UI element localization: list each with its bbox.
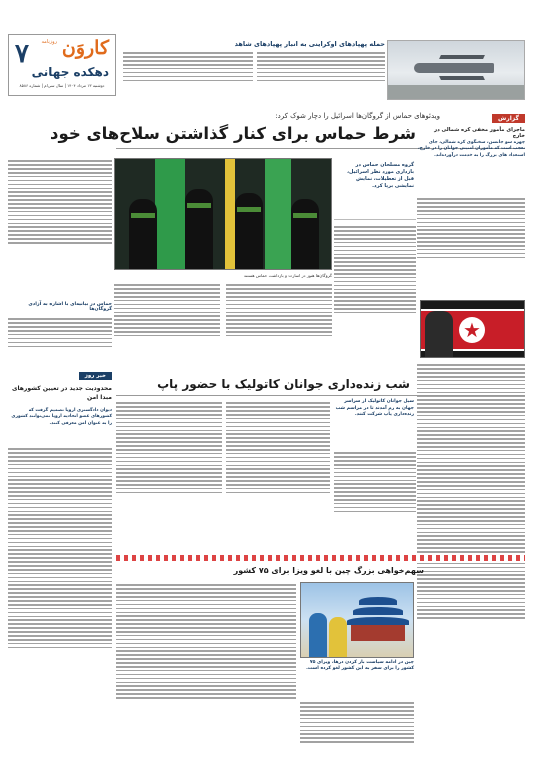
- sidebar-body: [8, 158, 112, 298]
- drone-wing: [439, 76, 485, 80]
- drone-photo: [387, 40, 525, 100]
- logo-small-text: روزنامه: [41, 39, 57, 45]
- main-headline: شرط حماس برای کنار گذاشتن سلاح‌های خود: [50, 124, 416, 143]
- main-body-col2: [114, 282, 220, 370]
- person-silhouette: [425, 311, 453, 358]
- china-photo-caption: چین در ادامه سیاست باز کردن درها، ویزای ۷۵ کشور را برای سفر به این کشور لغو کرده است.: [306, 660, 414, 672]
- issue-line: دوشنبه ۱۳ مرداد ۱۴۰۴ | سال سی‌ام | شماره ۸۵۸۶: [19, 83, 105, 88]
- hamas-photo: [114, 158, 332, 270]
- brief-title: محدودیت جدید در تعیین کشورهای مبدا امن: [12, 385, 112, 401]
- report-body-cont: [417, 362, 525, 774]
- masthead: [8, 34, 116, 96]
- section-separator: [116, 555, 525, 561]
- third-body: [116, 582, 296, 774]
- drone-wing: [439, 55, 485, 59]
- second-headline: شب زنده‌داری جوانان کاتولیک با حضور پاپ: [157, 377, 410, 391]
- brief-label: خبر روز: [79, 372, 112, 380]
- sidebar-heading: حماس در بیانیه‌ای با اشاره به آزادی گروگان‌ها: [28, 302, 112, 312]
- brief-body: [8, 446, 112, 774]
- drone-body: [414, 63, 494, 73]
- second-pull-quote: سیل جوانان کاتولیک از سراسر جهان به رم آمدند تا در مراسم شب زنده‌داری پاپ شرکت کنند.: [335, 399, 414, 418]
- china-photo: [300, 582, 414, 658]
- newspaper-logo: کاروَن: [61, 37, 109, 59]
- star-icon: ★: [463, 318, 481, 342]
- top-story-body: [257, 50, 385, 102]
- main-pull-quote: گروه مسلحان حماس در بازداری مورد نظر اسرائیل، قبل از تعطیلات، نمایش نمایشی برپا کرد.: [334, 160, 416, 220]
- photo-ground: [388, 85, 524, 99]
- divider: [116, 395, 525, 396]
- section-name: دهکده جهانی: [31, 65, 109, 79]
- main-body-col3: [226, 282, 332, 370]
- report-label: گزارش: [492, 114, 525, 123]
- sidebar-body-cont: [8, 316, 112, 368]
- main-kicker: ویدئوهای حماس از گروگان‌ها اسرائیل را دچار شوک کرد:: [275, 112, 440, 120]
- third-headline: سهم‌خواهی بزرگ چین با لغو ویزا برای ۷۵ کشور: [233, 566, 424, 575]
- second-body-col3: [116, 400, 222, 550]
- report-title: ماجرای مأمور مخفی کره شمالی در خارج: [434, 127, 525, 139]
- second-body-col1: [334, 450, 416, 550]
- top-story-title: حمله پهپادهای اوکراینی به انبار پهپادهای شاهد: [234, 40, 385, 48]
- page-number: ۷: [15, 39, 29, 69]
- second-body-col2: [226, 400, 330, 550]
- report-lead: چهره سو جانسن، سخنگوی کره شمالی، جای تعجب است که مأموران امنیتی جوانان را در خارج، استعداد های بزرگ را به خدمت درآورده‌اند.: [418, 140, 525, 158]
- third-body-col2: [300, 700, 414, 774]
- top-story-body-col2: [123, 50, 253, 102]
- brief-lead: دیوان دادگستری اروپا تصمیم گرفت که کشورهای عضو اتحادیه اروپا نمی‌توانند کشوری را به عنوان امن معرفی کنند.: [11, 408, 112, 426]
- top-story-row: [120, 40, 525, 104]
- north-korea-photo: [420, 300, 525, 358]
- report-body: [417, 196, 525, 296]
- main-photo-caption: گروگان‌ها هنوز در اسارت و بازداشت حماس هستند: [243, 273, 332, 278]
- main-body-col1: [334, 224, 416, 369]
